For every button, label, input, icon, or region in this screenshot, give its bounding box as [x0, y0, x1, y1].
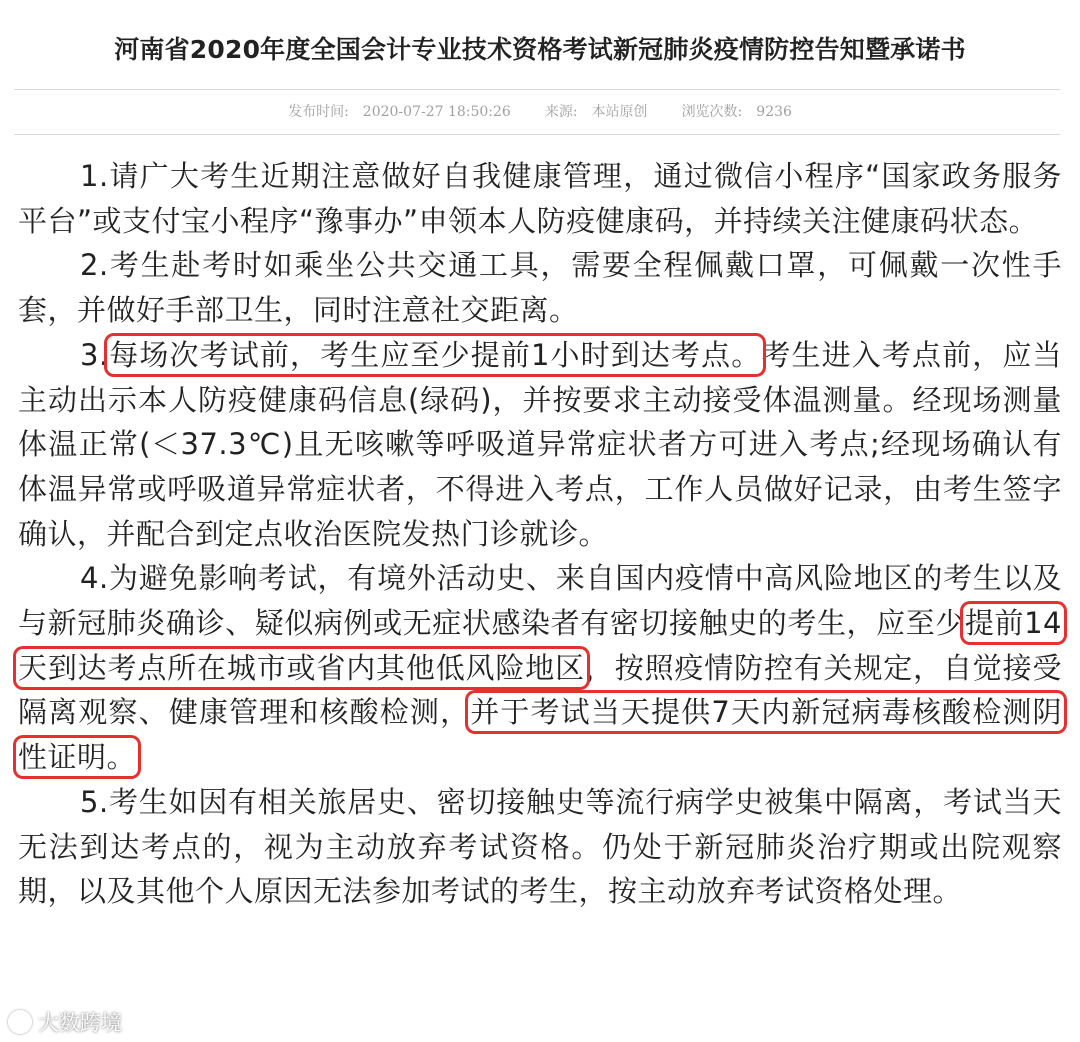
- view-count: 9236: [756, 104, 792, 120]
- watermark: [8, 1008, 122, 1036]
- paragraph-4: [18, 556, 1062, 780]
- source-label: 来源:: [544, 104, 578, 120]
- highlight-14-days: 提前14天到达考点所在城市或省内其他低风险地区: [18, 606, 1062, 685]
- meta-divider: [14, 134, 1060, 135]
- article-meta: [0, 101, 1080, 121]
- page-title: 河南省2020年度全国会计专业技术资格考试新冠肺炎疫情防控告知暨承诺书: [114, 35, 966, 64]
- watermark-text: 大数跨境: [38, 1011, 122, 1035]
- source-value: 本站原创: [591, 104, 648, 120]
- article-body: [18, 154, 1062, 914]
- paragraph-4-text-start: 4.为避免影响考试，有境外活动史、来自国内疫情中高风险地区的考生以及与新冠肺炎确诊、疑似病例或无症状感染者有密切接触史的考生，应至少: [18, 561, 1062, 641]
- paragraph-3-number: 3.: [80, 337, 109, 372]
- paragraph-2: 2.考生赴考时如乘坐公共交通工具，需要全程佩戴口罩，可佩戴一次性手套，并做好手部卫生，同时注意社交距离。: [18, 248, 1062, 328]
- paragraph-4-text-middle: ，按照疫情防控有关规定，自觉接受隔离观察、健康管理和核酸检测，: [18, 650, 1062, 730]
- highlight-test-certificate: 并于考试当天提供7天内新冠病毒核酸检测阴性证明。: [18, 695, 1062, 775]
- paragraph-5: 5.考生如因有相关旅居史、密切接触史等流行病学史被集中隔离，考试当天无法到达考点的，视为主动放弃考试资格。仍处于新冠肺炎治疗期或出院观察期，以及其他个人原因无法参加考试的考生，按主动放弃考试资格处理。: [18, 784, 1062, 909]
- publish-time-label: 发布时间:: [288, 104, 349, 120]
- paragraph-3: [18, 333, 1062, 557]
- publish-time: 2020-07-27 18:50:26: [362, 104, 511, 120]
- highlight-arrival-time: 每场次考试前，考生应至少提前1小时到达考点。: [108, 337, 762, 372]
- paragraph-3-text: 考生进入考点前，应当主动出示本人防疫健康码信息(绿码)，并按要求主动接受体温测量。经现场测量体温正常(＜37.3℃)且无咳嗽等呼吸道异常症状者方可进入考点;经现场确认有体温异常或呼吸道异常症状者，不得进入考点，工作人员做好记录，由考生签字确认，并配合到定点收治医院发热门诊就诊。: [18, 337, 1062, 551]
- camera-lens-icon: [8, 1010, 32, 1034]
- view-count-label: 浏览次数:: [681, 104, 743, 120]
- title-divider: [14, 89, 1060, 90]
- paragraph-1: 1.请广大考生近期注意做好自我健康管理，通过微信小程序“国家政务服务平台”或支付宝小程序“豫事办”申领本人防疫健康码，并持续关注健康码状态。: [18, 159, 1062, 238]
